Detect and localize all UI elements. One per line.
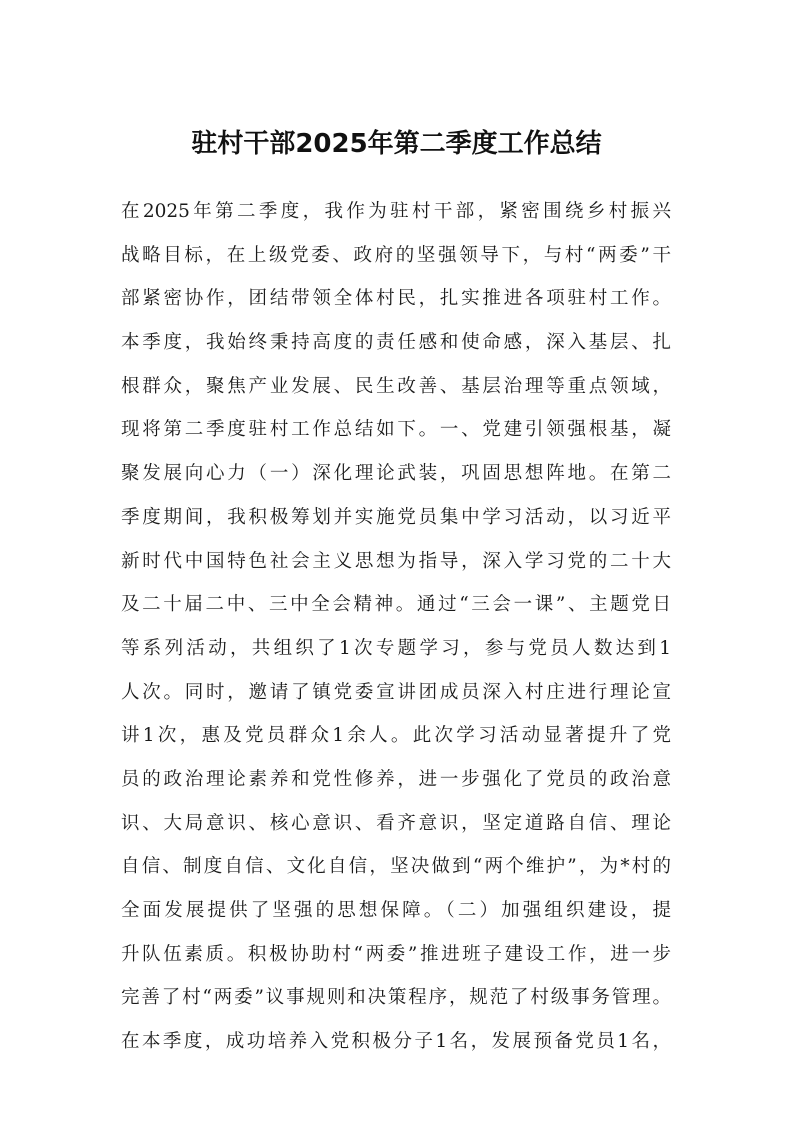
document-title: 驻村干部2025年第二季度工作总结 bbox=[191, 129, 602, 159]
body-line: 全面发展提供了坚强的思想保障。（二）加强组织建设，提 bbox=[121, 900, 671, 921]
body-line: 自信、制度自信、文化自信，坚决做到“两个维护”，为*村的 bbox=[121, 856, 671, 878]
body-line: 新时代中国特色社会主义思想为指导，深入学习党的二十大 bbox=[121, 550, 671, 572]
body-line: 在2025年第二季度，我作为驻村干部，紧密围绕乡村振兴 bbox=[121, 201, 671, 222]
body-line: 根群众，聚焦产业发展、民生改善、基层治理等重点领域， bbox=[121, 375, 671, 397]
body-line: 本季度，我始终秉持高度的责任感和使命感，深入基层、扎 bbox=[121, 332, 671, 354]
body-line: 人次。同时，邀请了镇党委宣讲团成员深入村庄进行理论宣 bbox=[121, 681, 671, 703]
body-line: 战略目标，在上级党委、政府的坚强领导下，与村“两委”干 bbox=[121, 244, 671, 266]
body-line: 完善了村“两委”议事规则和决策程序，规范了村级事务管理。 bbox=[121, 987, 671, 1009]
body-line: 现将第二季度驻村工作总结如下。一、党建引领强根基，凝 bbox=[121, 419, 671, 441]
body-line: 季度期间，我积极筹划并实施党员集中学习活动，以习近平 bbox=[121, 506, 671, 528]
body-line: 聚发展向心力（一）深化理论武装，巩固思想阵地。在第二 bbox=[121, 463, 671, 485]
body-line: 识、大局意识、核心意识、看齐意识，坚定道路自信、理论 bbox=[121, 812, 671, 834]
body-line: 部紧密协作，团结带领全体村民，扎实推进各项驻村工作。 bbox=[121, 288, 671, 310]
document-body bbox=[121, 190, 671, 1064]
body-line: 等系列活动，共组织了1次专题学习，参与党员人数达到1 bbox=[121, 637, 671, 659]
body-line: 及二十届二中、三中全会精神。通过“三会一课”、主题党日 bbox=[121, 594, 671, 616]
body-line: 讲1次，惠及党员群众1余人。此次学习活动显著提升了党 bbox=[121, 725, 671, 747]
body-line: 在本季度，成功培养入党积极分子1名，发展预备党员1名， bbox=[121, 1031, 671, 1053]
body-line: 员的政治理论素养和党性修养，进一步强化了党员的政治意 bbox=[121, 768, 671, 790]
body-line: 升队伍素质。积极协助村“两委”推进班子建设工作，进一步 bbox=[121, 943, 671, 965]
